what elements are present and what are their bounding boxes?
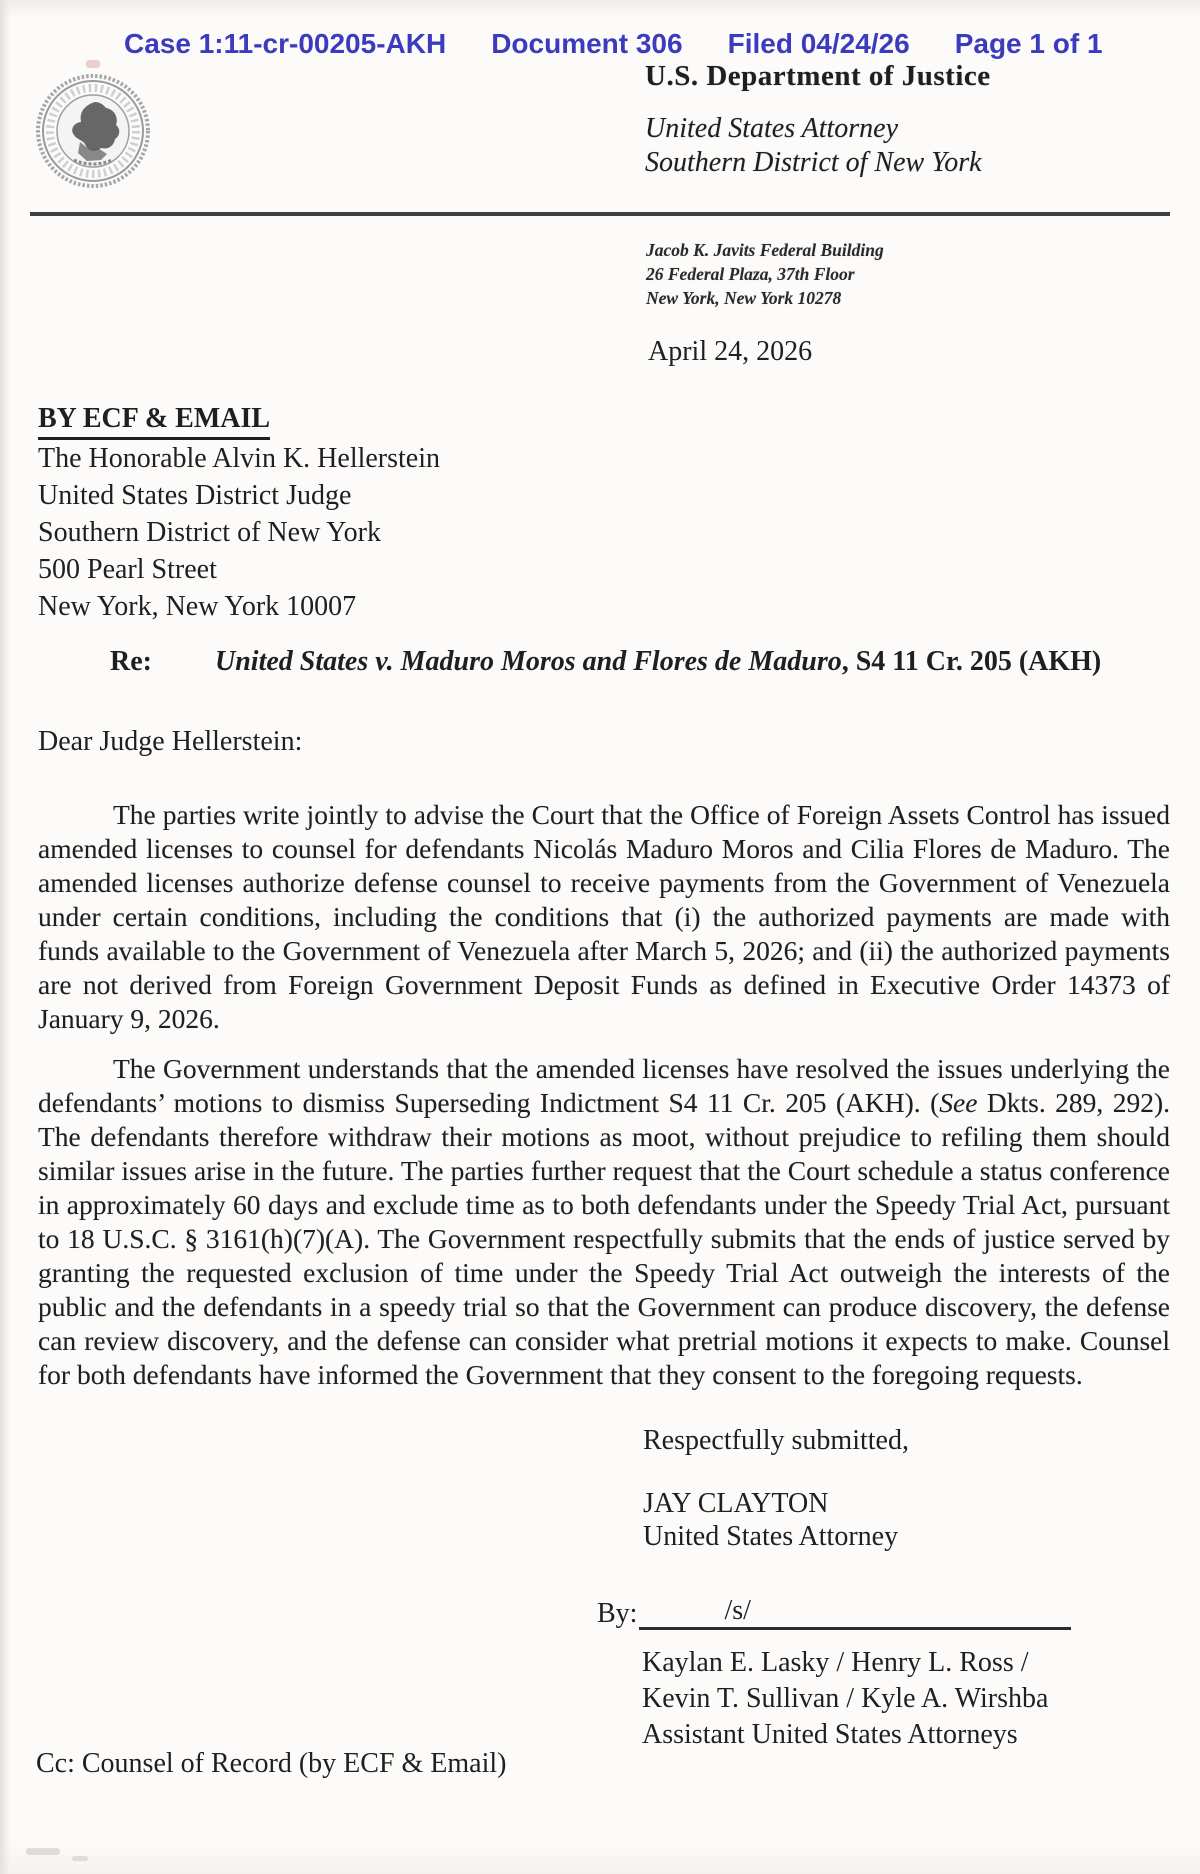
case-number-stamp: Case 1:11-cr-00205-AKH bbox=[124, 28, 447, 59]
address-line: Jacob K. Javits Federal Building bbox=[646, 240, 884, 260]
recipient-block bbox=[38, 400, 440, 625]
body-paragraph-1: The parties write jointly to advise the Court that the Office of Foreign Assets Control has issued amended licenses to counsel for defendants Nicolás Maduro Moros and Cilia Flores de Maduro. The amended licenses authorize defense counsel to receive payments from the Government of Venezuela under certain conditions, including the conditions that (i) the authorized payments are made with funds available to the Government of Venezuela after March 5, 2026; and (ii) the authorized payments are not derived from Foreign Government Deposit Funds as defined in Executive Order 14373 of January 9, 2026. bbox=[38, 798, 1170, 1034]
filed-date-stamp: Filed 04/24/26 bbox=[727, 28, 910, 59]
document-number-stamp: Document 306 bbox=[491, 28, 683, 59]
case-number: , S4 11 Cr. 205 (AKH) bbox=[841, 646, 1102, 677]
closing-respectfully: Respectfully submitted, bbox=[643, 1425, 909, 1456]
case-name: United States v. Maduro Moros and Flores de Maduro bbox=[215, 646, 842, 677]
signer-name: JAY CLAYTON bbox=[643, 1488, 829, 1519]
address-line: New York, New York 10278 bbox=[646, 288, 842, 308]
letter-date: April 24, 2026 bbox=[648, 336, 813, 367]
office-address bbox=[646, 238, 884, 310]
address-line: 26 Federal Plaza, 37th Floor bbox=[646, 264, 855, 284]
scan-smudge bbox=[86, 60, 100, 68]
ecf-filing-stamp bbox=[124, 28, 1103, 60]
signature-by-line bbox=[597, 1595, 1071, 1630]
salutation: Dear Judge Hellerstein: bbox=[38, 726, 303, 757]
signature-line bbox=[639, 1595, 1071, 1630]
recipient-line: United States District Judge bbox=[38, 480, 352, 511]
doj-seal-icon bbox=[34, 72, 152, 190]
department-title: U.S. Department of Justice bbox=[645, 60, 991, 92]
re-label: Re: bbox=[110, 646, 152, 677]
body-paragraph-2 bbox=[38, 1052, 1170, 1392]
office-title bbox=[645, 112, 982, 180]
recipient-line: Southern District of New York bbox=[38, 517, 381, 548]
see-citation: See bbox=[939, 1086, 978, 1118]
re-line bbox=[110, 646, 1101, 678]
page-number-stamp: Page 1 of 1 bbox=[954, 28, 1103, 59]
attorneys-line: Kaylan E. Lasky / Henry L. Ross / bbox=[642, 1647, 1029, 1678]
signer-title: United States Attorney bbox=[643, 1521, 899, 1552]
recipient-line: 500 Pearl Street bbox=[38, 554, 217, 585]
office-line: United States Attorney bbox=[645, 113, 898, 144]
paragraph2-text: The Government understands that the amended licenses have resolved the issues underlying the defendants’ motions to dismiss Superseding Indictment S4 11 Cr. 205 (AKH). ( bbox=[38, 1052, 1170, 1118]
delivery-method: BY ECF & EMAIL bbox=[38, 400, 270, 440]
district-line: Southern District of New York bbox=[645, 147, 982, 178]
s-signature: /s/ bbox=[724, 1595, 751, 1626]
attorneys-line: Kevin T. Sullivan / Kyle A. Wirshba bbox=[642, 1683, 1049, 1714]
recipient-line: New York, New York 10007 bbox=[38, 591, 357, 622]
attorneys-block bbox=[642, 1645, 1048, 1753]
cc-line: Cc: Counsel of Record (by ECF & Email) bbox=[36, 1748, 507, 1779]
scan-smudge bbox=[26, 1848, 60, 1855]
by-label: By: bbox=[597, 1598, 638, 1629]
doj-seal-graphic bbox=[34, 72, 152, 190]
letterhead-rule bbox=[30, 212, 1170, 216]
paragraph2-text: Dkts. 289, 292). The defendants therefore withdraw their motions as moot, without prejudice to refiling them should similar issues arise in the future. The parties further request that the Court schedule a status conference in approximately 60 days and exclude time as to both defendants under the Speedy Trial Act, pursuant to 18 U.S.C. § 3161(h)(7)(A). The Government respectfully submits that the ends of justice served by granting the requested exclusion of time under the Speedy Trial Act outweigh the interests of the public and the defendants in a speedy trial so that the Government can produce discovery, the defense can review discovery, and the defense can consider what pretrial motions it expects to make. Counsel for both defendants have informed the Government that they consent to the foregoing requests. bbox=[38, 1086, 1170, 1390]
recipient-line: The Honorable Alvin K. Hellerstein bbox=[38, 443, 441, 474]
attorneys-title: Assistant United States Attorneys bbox=[642, 1719, 1018, 1750]
scan-smudge bbox=[72, 1856, 88, 1861]
